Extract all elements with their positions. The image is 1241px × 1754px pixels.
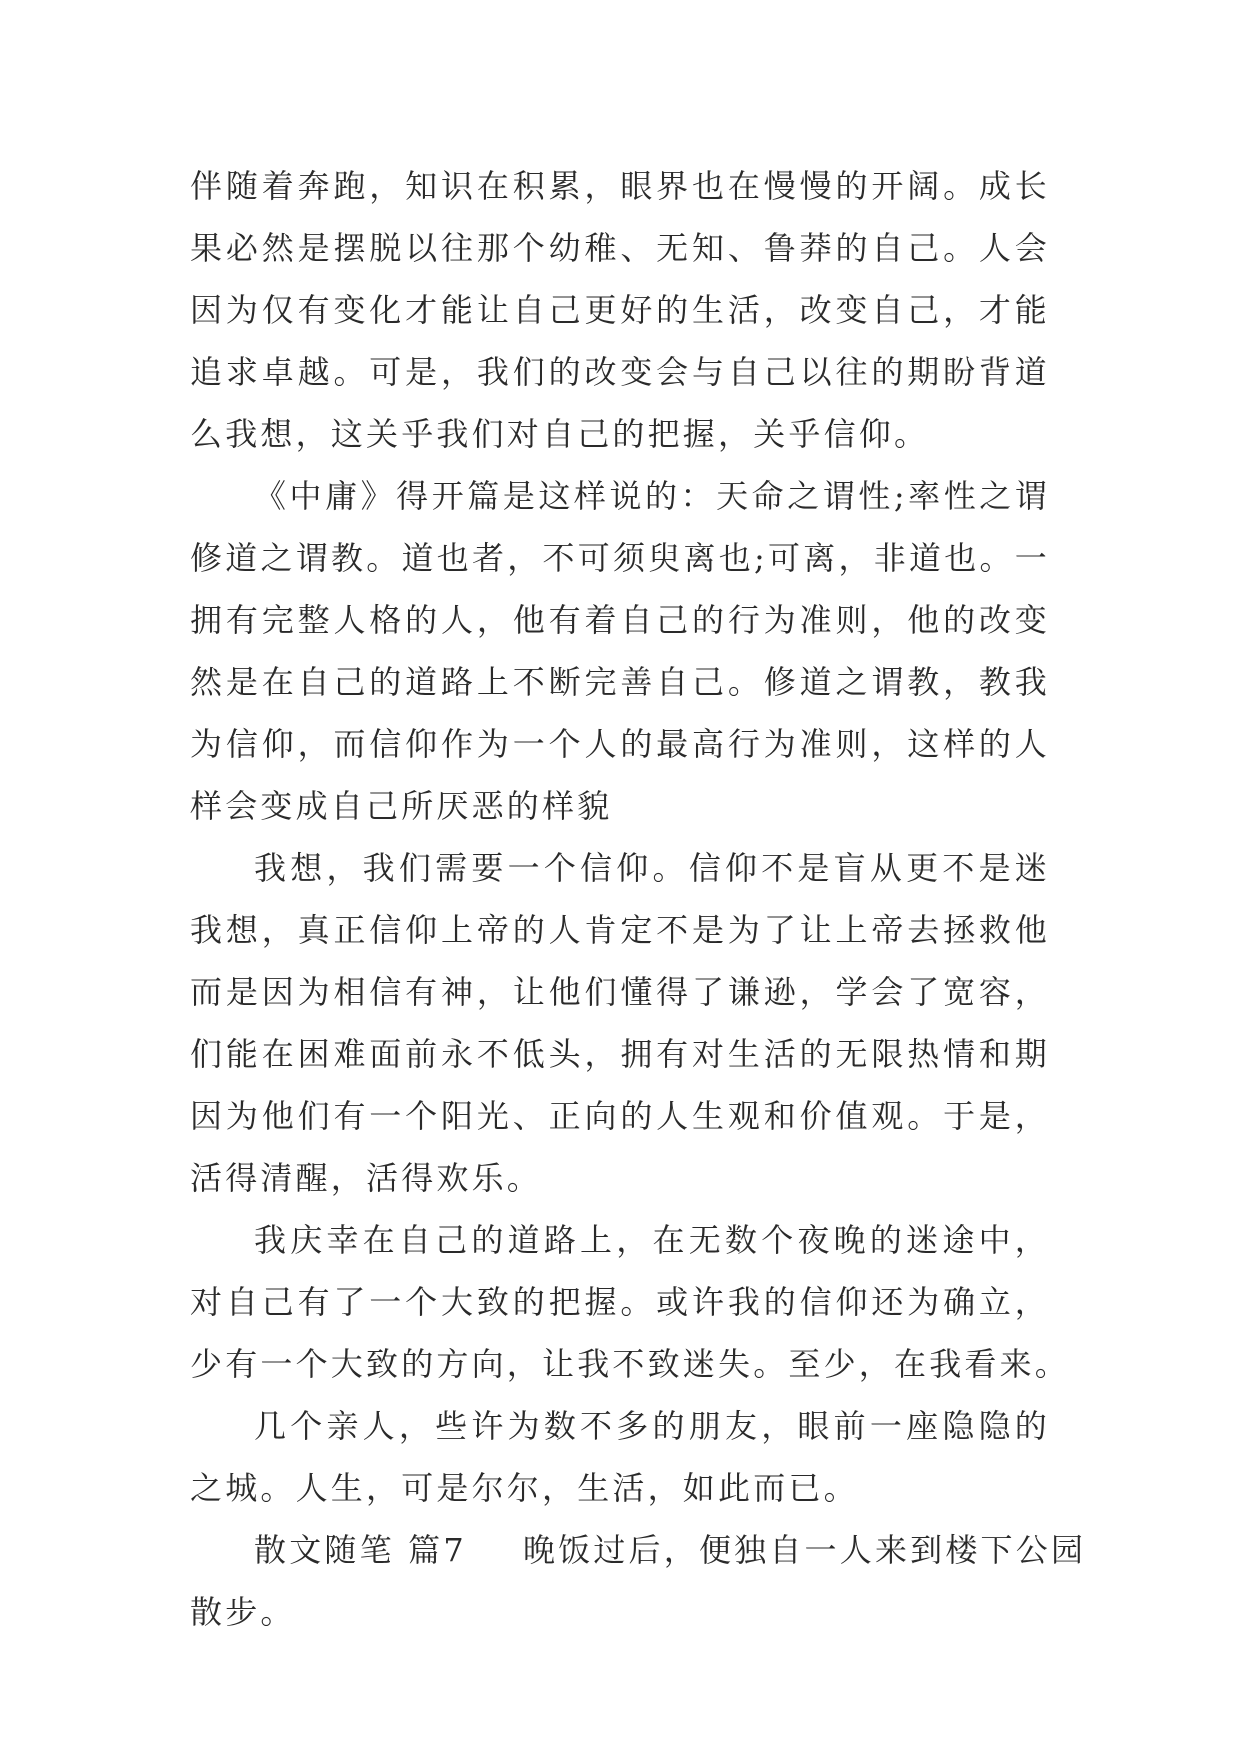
text-line <box>190 1519 1087 1581</box>
text-line: 因为仅有变化才能让自己更好的生活，改变自己，才能 <box>190 291 1050 329</box>
text-line: 因为他们有一个阳光、正向的人生观和价值观。于是， <box>190 1097 1050 1135</box>
text-line: 拥有完整人格的人，他有着自己的行为准则，他的改变 <box>190 601 1050 639</box>
text-line: 我想，我们需要一个信仰。信仰不是盲从更不是迷 <box>254 849 1050 887</box>
text-line: 散步。 <box>190 1593 296 1631</box>
text-line: 而是因为相信有神，让他们懂得了谦逊，学会了宽容， <box>190 973 1050 1011</box>
text-line: 样会变成自己所厌恶的样貌 <box>190 787 613 825</box>
text-line: 修道之谓教。道也者，不可须臾离也;可离，非道也。一 <box>190 539 1050 577</box>
text-line: 《中庸》得开篇是这样说的：天命之谓性;率性之谓 <box>254 477 1050 515</box>
text-line: 然是在自己的道路上不断完善自己。修道之谓教，教我 <box>190 663 1050 701</box>
paragraph <box>190 1395 1050 1519</box>
section-text: 晚饭过后，便独自一人来到楼下公园 <box>522 1531 1087 1569</box>
section-heading: 散文随笔 篇7 <box>254 1531 467 1569</box>
text-line: 果必然是摆脱以往那个幼稚、无知、鲁莽的自己。人会 <box>190 229 1050 267</box>
text-line: 几个亲人，些许为数不多的朋友，眼前一座隐隐的 <box>254 1407 1050 1445</box>
paragraph <box>190 837 1050 1209</box>
text-line: 活得清醒，活得欢乐。 <box>190 1159 543 1197</box>
text-line: 为信仰，而信仰作为一个人的最高行为准则，这样的人 <box>190 725 1050 763</box>
text-line: 少有一个大致的方向，让我不致迷失。至少，在我看来。 <box>190 1345 1071 1383</box>
paragraph <box>190 155 1050 465</box>
paragraph <box>190 465 1050 837</box>
paragraph <box>190 1519 1087 1643</box>
text-line: 们能在困难面前永不低头，拥有对生活的无限热情和期 <box>190 1035 1050 1073</box>
text-line: 追求卓越。可是，我们的改变会与自己以往的期盼背道 <box>190 353 1050 391</box>
text-line: 对自己有了一个大致的把握。或许我的信仰还为确立， <box>190 1283 1050 1321</box>
text-line: 我想，真正信仰上帝的人肯定不是为了让上帝去拯救他 <box>190 911 1050 949</box>
body-text <box>190 155 1087 1643</box>
text-line: 之城。人生，可是尔尔，生活，如此而已。 <box>190 1469 859 1507</box>
paragraph <box>190 1209 1071 1395</box>
text-line: 么我想，这关乎我们对自己的把握，关乎信仰。 <box>190 415 930 453</box>
text-line: 伴随着奔跑，知识在积累，眼界也在慢慢的开阔。成长 <box>190 167 1050 205</box>
text-line: 我庆幸在自己的道路上，在无数个夜晚的迷途中， <box>254 1221 1050 1259</box>
